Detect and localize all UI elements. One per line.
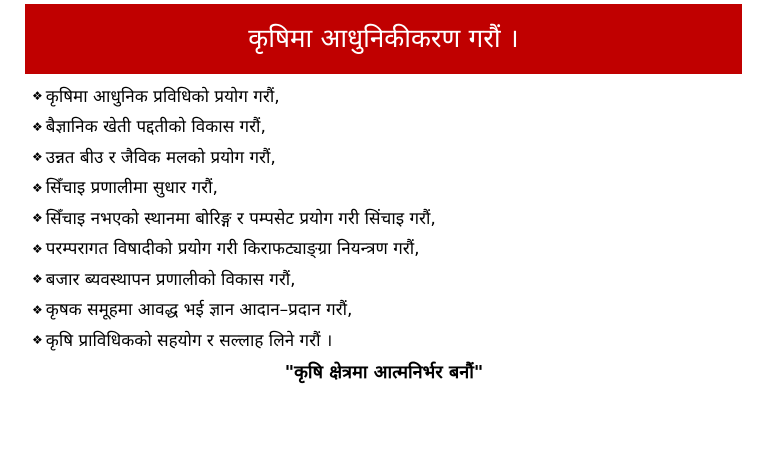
list-item-text: सिँचाइ नभएको स्थानमा बोरिङ्ग र पम्पसेट प्रयोग गरी सिंचाइ गरौं, — [45, 208, 436, 229]
list-item — [32, 263, 436, 294]
list-item-text: सिँचाइ प्रणालीमा सुधार गरौं, — [45, 178, 218, 199]
list-item — [32, 141, 436, 172]
bullet-diamond-icon: ❖ — [32, 89, 43, 104]
list-item — [32, 172, 436, 203]
list-item-text: कृषक समूहमा आवद्ध भई ज्ञान आदान–प्रदान गरौं, — [45, 300, 353, 321]
list-item-text: बजार ब्यवस्थापन प्रणालीको विकास गरौं, — [45, 269, 296, 290]
bullet-diamond-icon: ❖ — [32, 302, 43, 317]
list-item — [32, 233, 436, 264]
bullet-diamond-icon: ❖ — [32, 211, 43, 226]
bullet-diamond-icon: ❖ — [32, 333, 43, 348]
bullet-diamond-icon: ❖ — [32, 150, 43, 165]
bullet-diamond-icon: ❖ — [32, 241, 43, 256]
banner-title: कृषिमा आधुनिकीकरण गरौं । — [248, 24, 519, 54]
bullet-diamond-icon: ❖ — [32, 119, 43, 134]
bullet-diamond-icon: ❖ — [32, 272, 43, 287]
list-item — [32, 111, 436, 142]
list-item-text: कृषिमा आधुनिक प्रविधिको प्रयोग गरौं, — [45, 86, 280, 107]
title-banner — [25, 4, 742, 74]
list-item-text: बैज्ञानिक खेती पद्दतीको विकास गरौं, — [45, 117, 266, 138]
list-item-text: कृषि प्राविधिकको सहयोग र सल्लाह लिने गरौं । — [45, 330, 333, 351]
list-item — [32, 324, 436, 355]
list-item — [32, 294, 436, 325]
list-item — [32, 80, 436, 111]
list-item-text: उन्नत बीउ र जैविक मलको प्रयोग गरौं, — [45, 147, 276, 168]
bullet-diamond-icon: ❖ — [32, 180, 43, 195]
list-item-text: परम्परागत विषादीको प्रयोग गरी किराफट्याङ्ग्रा नियन्त्रण गरौं, — [45, 239, 420, 260]
list-item — [32, 202, 436, 233]
slogan: "कृषि क्षेत्रमा आत्मनिर्भर बनौं" — [284, 362, 484, 383]
recommendation-list — [32, 80, 436, 355]
